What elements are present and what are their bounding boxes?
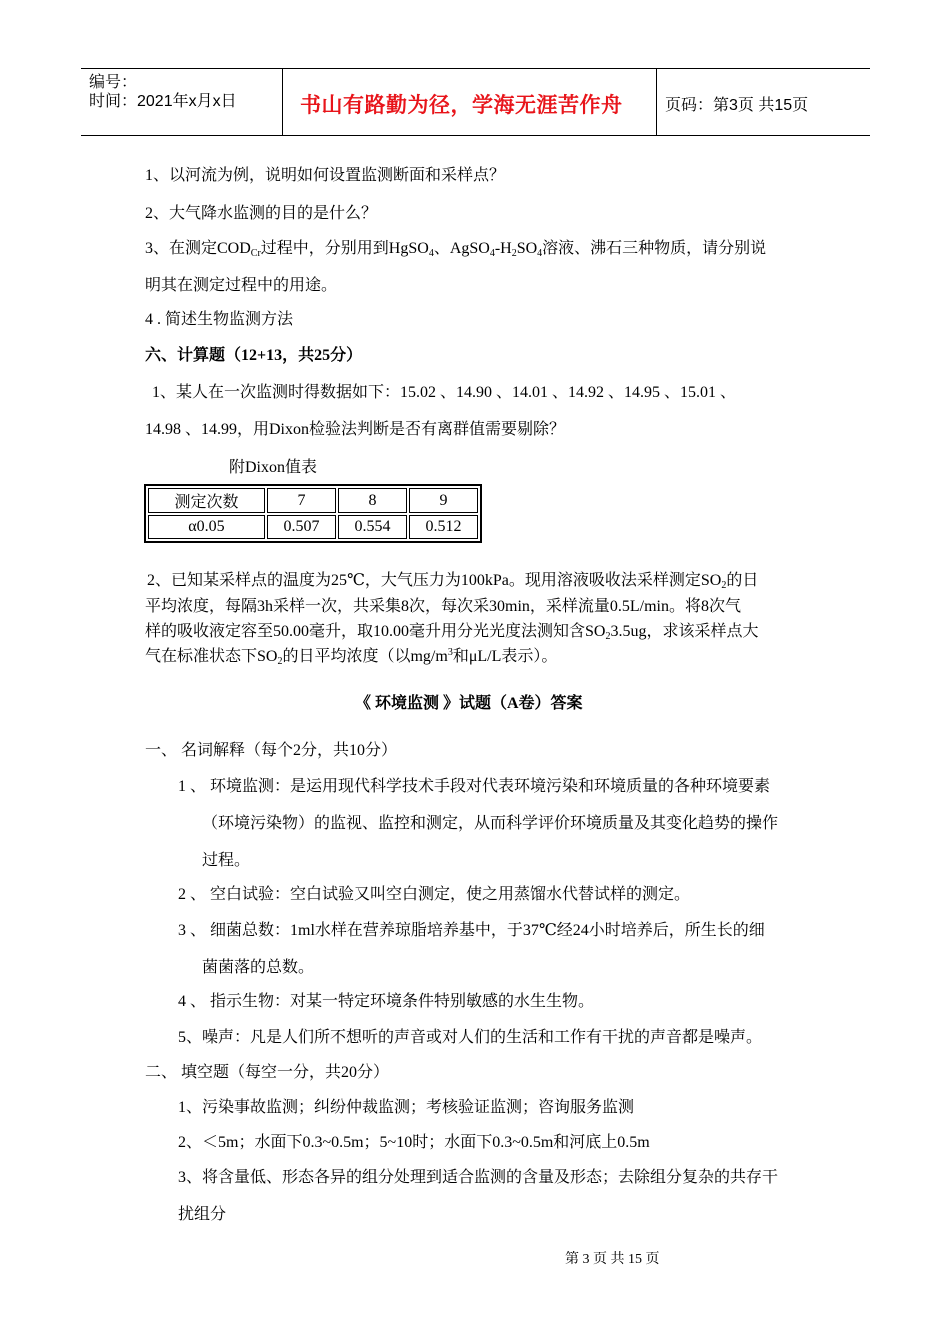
dixon-cell: α0.05 [148, 515, 265, 539]
dixon-table-header-row [148, 488, 478, 513]
header-bottom-rule [81, 135, 870, 136]
fill-answer-3-line-2: 扰组分 [178, 1206, 227, 1223]
dixon-header-cell: 测定次数 [148, 488, 265, 513]
answer-5: 5、噪声：凡是人们所不想听的声音或对人们的生活和工作有干扰的声音都是噪声。 [178, 1029, 763, 1046]
calc-2-line-4: 气在标准状态下$SO_2$的日平均浓度（以$mg/m^3$和μL/L表示）。 [145, 647, 558, 667]
dixon-cell: 0.507 [267, 515, 336, 539]
header-top-rule [81, 68, 870, 69]
answer-1-line-3: 过程。 [202, 852, 251, 869]
answers-title: 《 环境监测 》试题（A卷）答案 [355, 695, 583, 712]
calc-2-line-2: 平均浓度，每隔3h采样一次，共采集8次，每次采30min，采样流量0.5L/min。将8次气 [145, 598, 742, 615]
answer-3-line-1: 3 、 细菌总数：1ml水样在营养琼脂培养基中，于37℃经24小时培养后，所生长的细 [178, 922, 765, 939]
calc-1-line-1: 1、某人在一次监测时得数据如下：15.02 、14.90 、14.01 、14.92 、14.95 、15.01 、 [152, 384, 737, 401]
dixon-table-caption: 附Dixon值表 [229, 459, 318, 476]
fill-answer-2: 2、＜5m；水面下0.3~0.5m；5~10时；水面下0.3~0.5m和河底上0.5m [178, 1134, 650, 1151]
dixon-cell: 0.512 [409, 515, 478, 539]
answer-1-line-2: （环境污染物）的监视、监控和测定，从而科学评价环境质量及其变化趋势的操作 [202, 815, 779, 832]
dixon-table [144, 484, 482, 543]
question-2: 2、大气降水监测的目的是什么？ [145, 205, 378, 222]
answer-4: 4 、 指示生物：对某一特定环境条件特别敏感的水生生物。 [178, 993, 595, 1010]
header-time-label: 时间：2021年x月x日 [89, 93, 237, 110]
answers-section-2: 二、 填空题（每空一分，共20分） [145, 1064, 390, 1081]
answer-2: 2 、 空白试验：空白试验又叫空白测定，使之用蒸馏水代替试样的测定。 [178, 886, 691, 903]
question-3-line-1: 3、在测定$COD_{Cr}$过程中，分别用到HgSO$_4$、$AgSO_4-H_2SO_4$溶液、沸石三种物质，请分别说 [145, 240, 767, 259]
header-divider-left [282, 68, 283, 136]
dixon-table-row [148, 515, 478, 539]
question-3-line-2: 明其在测定过程中的用途。 [145, 277, 338, 294]
calc-heading: 六、计算题（12+13，共25分） [145, 347, 363, 364]
fill-answer-3-line-1: 3、将含量低、形态各异的组分处理到适合监测的含量及形态；去除组分复杂的共存干 [178, 1169, 779, 1186]
question-1: 1、以河流为例，说明如何设置监测断面和采样点？ [145, 167, 506, 184]
header-number-label: 编号： [89, 74, 138, 91]
calc-2-line-1: 2、已知某采样点的温度为25℃，大气压力为100kPa。现用溶液吸收法采样测定$SO_2$的日 [147, 572, 759, 591]
dixon-header-cell: 9 [409, 488, 478, 513]
fill-answer-1: 1、污染事故监测；纠纷仲裁监测；考核验证监测；咨询服务监测 [178, 1099, 635, 1116]
calc-2-line-3: 样的吸收液定容至50.00毫升，取10.00毫升用分光光度法测知含$SO_23.5ug$，求该采样点大 [145, 623, 759, 642]
header-motto: 书山有路勤为径，学海无涯苦作舟 [300, 94, 623, 117]
calc-1-line-2: 14.98 、14.99，用Dixon检验法判断是否有离群值需要剔除？ [145, 421, 566, 438]
dixon-header-cell: 7 [267, 488, 336, 513]
answers-section-1: 一、 名词解释（每个2分，共10分） [145, 742, 398, 759]
header-divider-right [656, 68, 657, 136]
answer-3-line-2: 菌菌落的总数。 [202, 959, 315, 976]
dixon-cell: 0.554 [338, 515, 407, 539]
dixon-header-cell: 8 [338, 488, 407, 513]
page-footer: 第 3 页 共 15 页 [565, 1252, 660, 1267]
question-4: 4 . 简述生物监测方法 [145, 311, 294, 328]
answer-1-line-1: 1 、 环境监测：是运用现代科学技术手段对代表环境污染和环境质量的各种环境要素 [178, 778, 771, 795]
header-page-info: 页码：第3页 共15页 [665, 97, 809, 114]
